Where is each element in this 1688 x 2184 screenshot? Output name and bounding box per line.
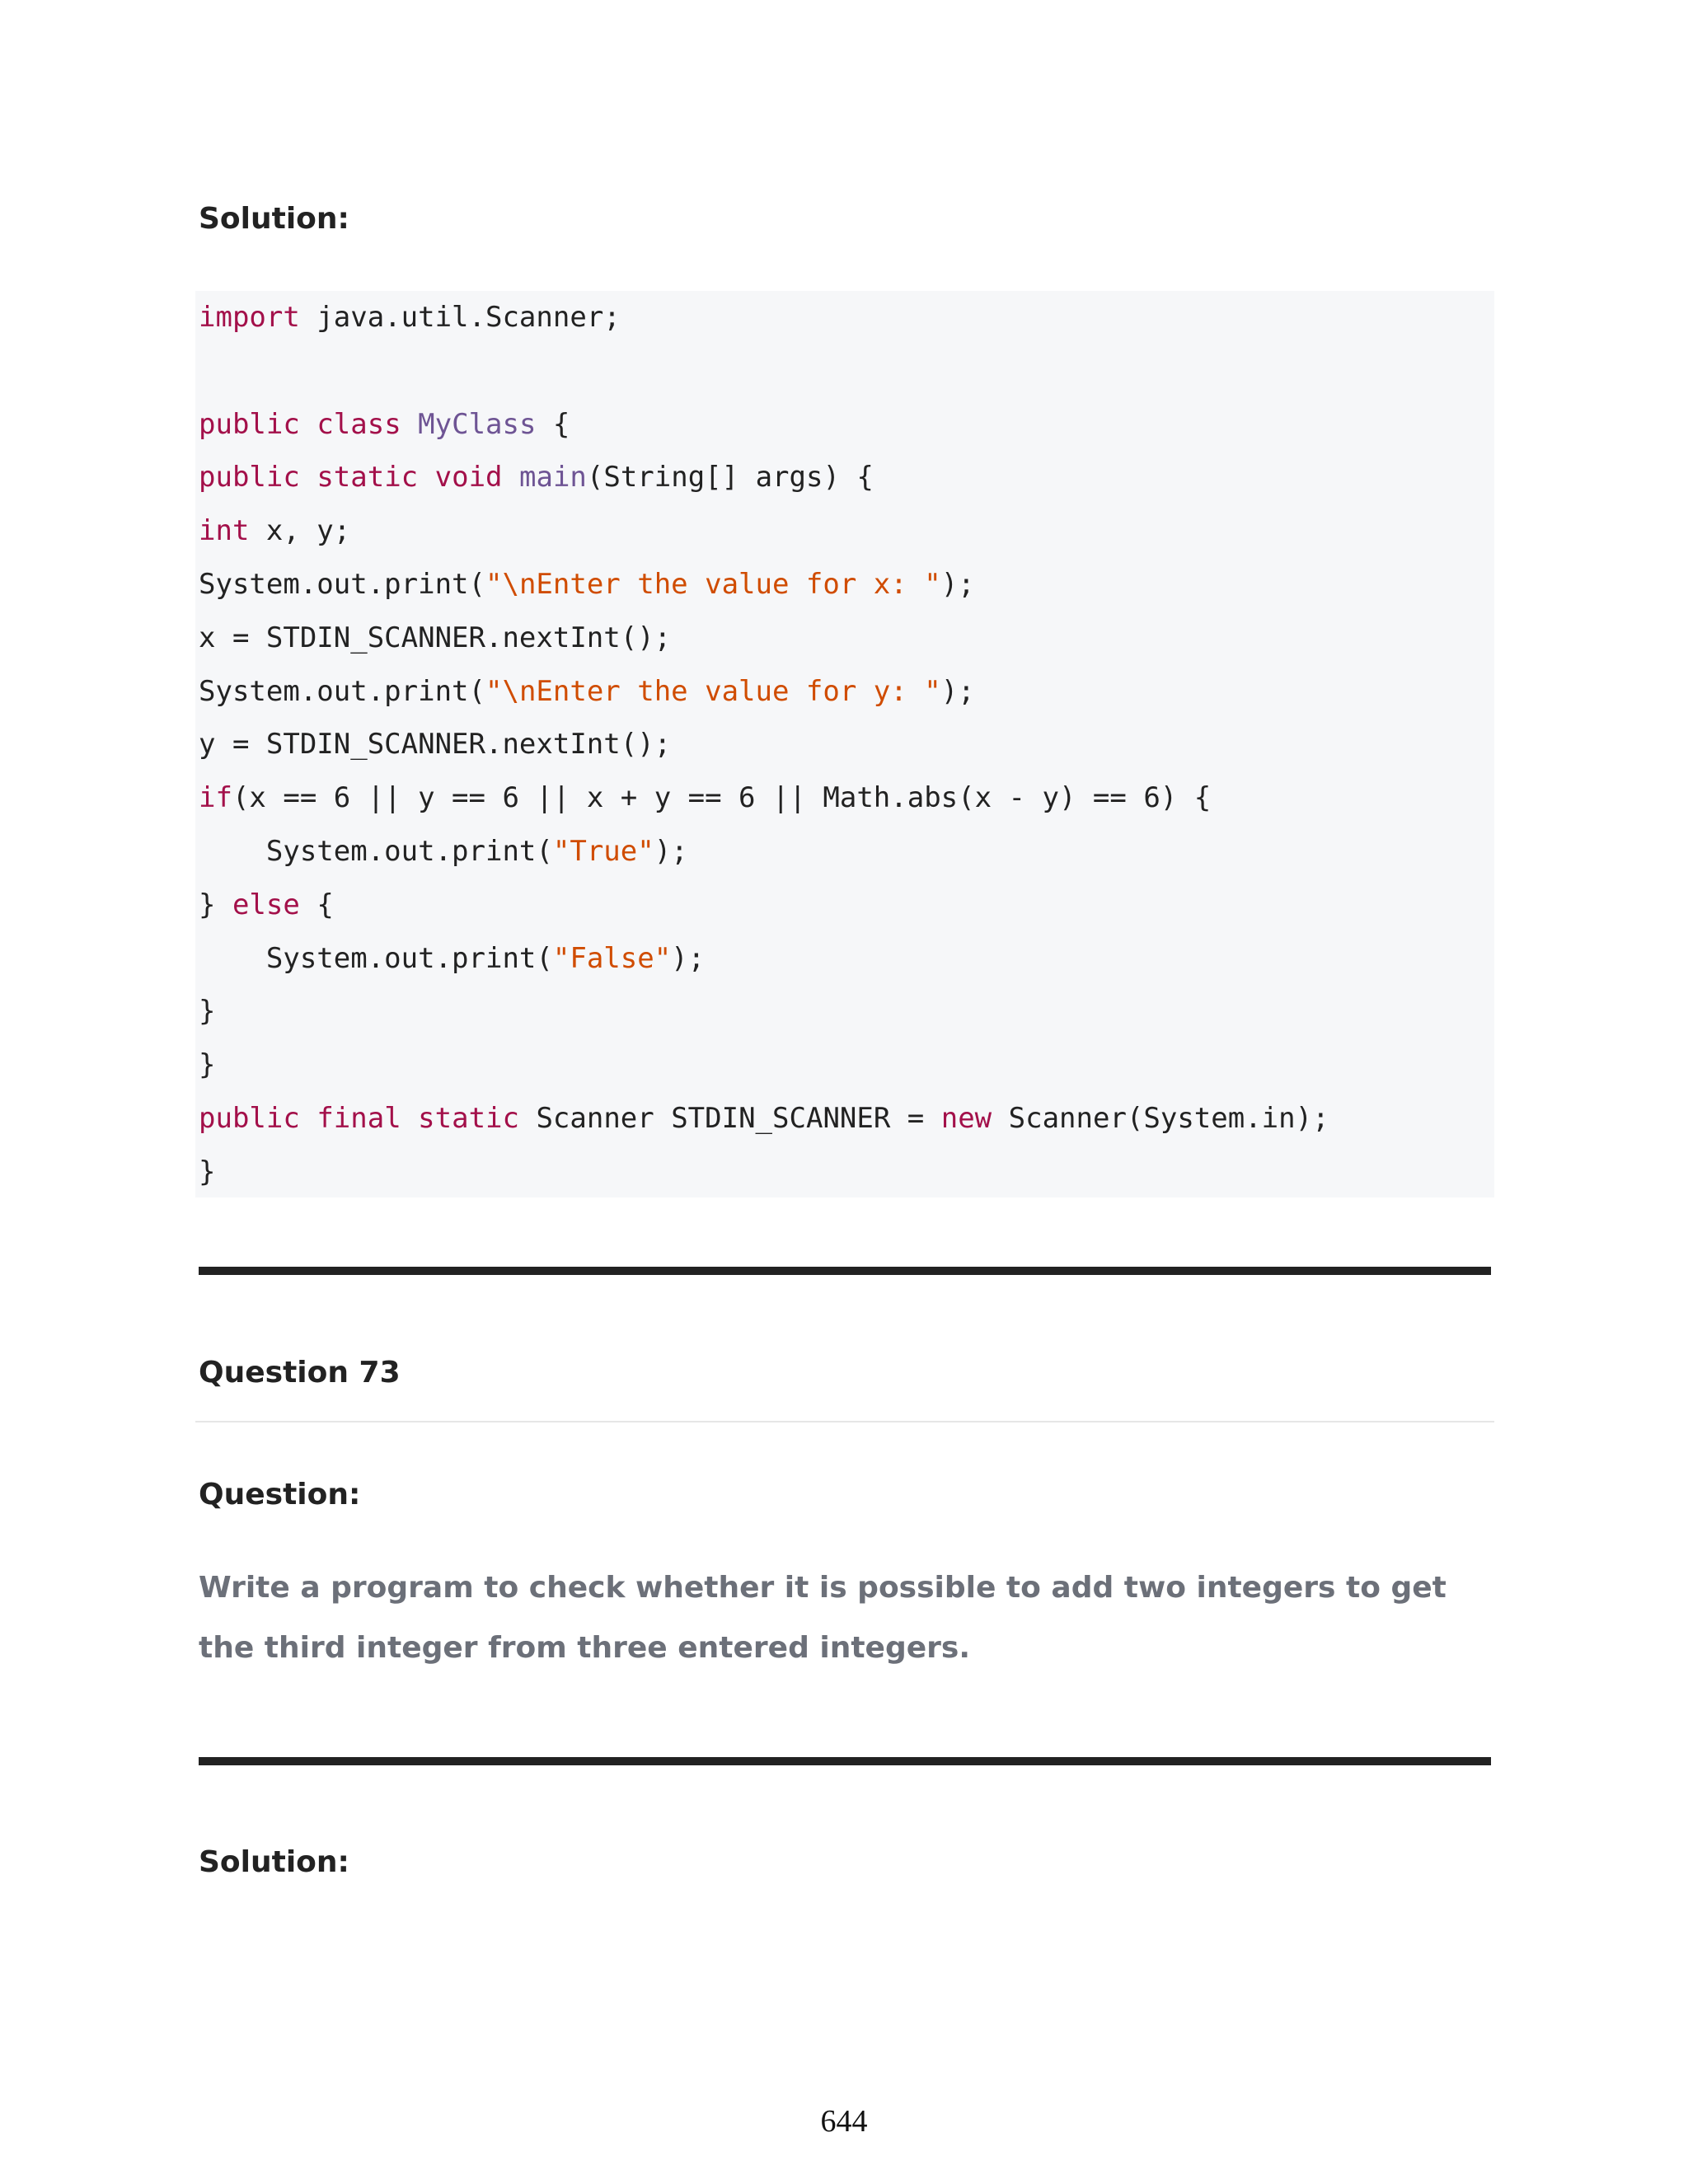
code-token: public	[199, 1101, 300, 1135]
code-line	[199, 558, 1494, 612]
code-token: System.out.print(	[199, 941, 553, 975]
code-token: {	[536, 407, 570, 441]
code-line	[199, 1146, 1494, 1199]
code-token: new	[940, 1101, 992, 1135]
code-block	[195, 291, 1494, 1197]
code-token: x, y;	[249, 514, 351, 548]
code-line	[199, 932, 1494, 986]
code-token: import	[199, 301, 300, 334]
code-line	[199, 771, 1494, 825]
code-line	[199, 344, 1494, 398]
code-token: "False"	[552, 941, 672, 975]
code-line	[199, 718, 1494, 771]
code-token: (x == 6 || y == 6 || x + y == 6 || Math.abs(x - y) == 6) {	[232, 781, 1212, 815]
code-token	[300, 461, 316, 494]
code-token: }	[199, 888, 232, 921]
code-token: "\nEnter the value for x: "	[485, 567, 941, 601]
code-token	[401, 408, 418, 441]
code-token: java.util.Scanner;	[299, 301, 621, 334]
code-token: public	[199, 407, 300, 441]
code-token: if	[199, 781, 232, 815]
code-token: Scanner(System.in);	[992, 1101, 1329, 1135]
code-line	[199, 398, 1494, 452]
code-line	[199, 612, 1494, 665]
code-token: );	[671, 941, 706, 975]
code-token: else	[232, 888, 300, 921]
code-token: (String[] args) {	[586, 461, 874, 494]
code-token	[503, 461, 519, 494]
code-token: "True"	[552, 834, 654, 868]
code-token: final	[316, 1101, 401, 1135]
code-token: Scanner STDIN_SCANNER =	[518, 1101, 941, 1135]
code-token	[300, 1102, 316, 1135]
question-label: Question:	[199, 1478, 361, 1511]
code-token: }	[199, 1048, 216, 1082]
code-token: public	[199, 461, 300, 494]
code-token: );	[654, 834, 688, 868]
code-token: {	[299, 888, 334, 921]
code-token	[418, 461, 434, 494]
code-token: class	[316, 407, 401, 441]
code-token: MyClass	[418, 407, 537, 441]
title-underline	[195, 1421, 1494, 1422]
code-token: x = STDIN_SCANNER.nextInt();	[199, 621, 672, 654]
code-line	[199, 504, 1494, 558]
page-number: 644	[820, 2104, 868, 2139]
code-token: main	[519, 461, 587, 494]
question-title: Question 73	[199, 1356, 401, 1390]
code-line	[199, 451, 1494, 504]
code-line	[199, 985, 1494, 1038]
solution-heading: Solution:	[199, 1845, 349, 1879]
section-divider	[199, 1267, 1491, 1275]
code-token: void	[434, 461, 503, 494]
code-token: y = STDIN_SCANNER.nextInt();	[199, 728, 672, 762]
code-line	[199, 291, 1494, 344]
code-token: System.out.print(	[199, 834, 553, 868]
code-token: }	[199, 995, 216, 1029]
code-token	[401, 1102, 418, 1135]
code-line	[199, 879, 1494, 932]
code-token: System.out.print(	[199, 567, 485, 601]
section-divider	[199, 1757, 1491, 1765]
code-line	[199, 1092, 1494, 1146]
code-token: static	[316, 461, 419, 494]
code-token: );	[940, 674, 975, 708]
code-token: "\nEnter the value for y: "	[485, 674, 941, 708]
code-line	[199, 1038, 1494, 1092]
code-token: );	[940, 567, 975, 601]
code-line	[199, 825, 1494, 879]
code-token: System.out.print(	[199, 674, 485, 708]
solution-heading: Solution:	[199, 202, 349, 236]
question-text: Write a program to check whether it is possible to add two integers to get the third integer from three entered integers.	[199, 1571, 1447, 1665]
code-token	[300, 408, 316, 441]
code-line	[199, 665, 1494, 719]
code-token: int	[199, 514, 250, 548]
code-token: static	[418, 1101, 519, 1135]
code-token: }	[199, 1155, 216, 1188]
